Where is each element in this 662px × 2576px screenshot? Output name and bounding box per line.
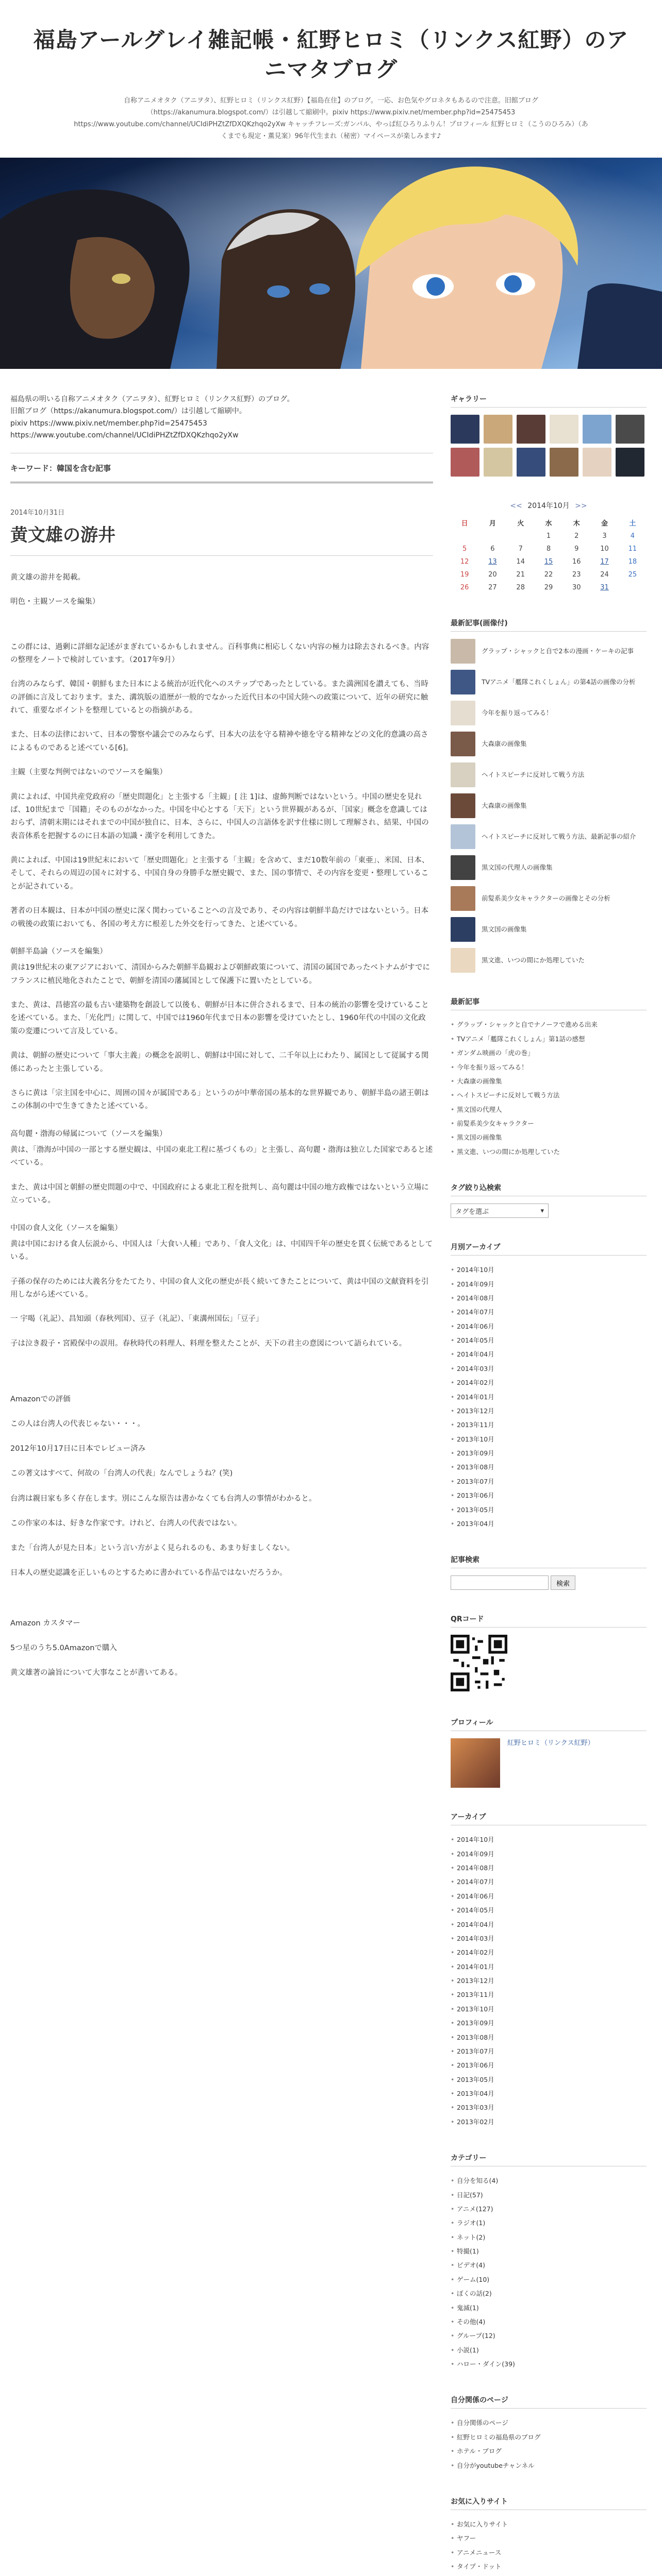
popular-post-item[interactable]	[451, 639, 647, 664]
category-link[interactable]: • 鬼滅(1)	[451, 2301, 647, 2315]
archive-link[interactable]: • 2013年05月	[451, 1503, 647, 1517]
popular-post-label[interactable]: 前髪系美少女キャラクターの画像とその分析	[482, 894, 610, 903]
amazon-line: 台湾は親日家も多く存在します。別にこんな原告は書かなくても台湾人の事情がわかると。	[10, 1494, 317, 1503]
gallery-thumb[interactable]	[451, 448, 479, 477]
calendar-weekday: 火	[517, 520, 524, 528]
category-title: カテゴリー	[451, 2153, 647, 2166]
calendar-day: 16	[572, 558, 581, 566]
calendar-day: 4	[630, 532, 635, 540]
calendar-day-link[interactable]: 15	[544, 558, 553, 566]
gallery-thumb[interactable]	[451, 415, 479, 444]
archive-link[interactable]: • 2014年02月	[451, 1945, 647, 1959]
calendar-weekday: 水	[545, 520, 552, 528]
calendar-day-link[interactable]: 17	[600, 558, 609, 566]
archive-link[interactable]: • 2014年04月	[451, 1347, 647, 1361]
post-thumbnail	[451, 762, 475, 787]
calendar-weekday: 土	[629, 520, 636, 528]
category-link[interactable]: • ネット(2)	[451, 2230, 647, 2244]
archive-link[interactable]: • 2014年09月	[451, 1277, 647, 1291]
recent-posts-section	[451, 996, 647, 1159]
archive-list	[451, 1833, 647, 2129]
category-list	[451, 2174, 647, 2371]
links-section	[451, 2395, 647, 2472]
gallery-thumb[interactable]	[583, 415, 611, 444]
recent-post-link[interactable]: • 前髪系美少女キャラクター	[451, 1116, 647, 1130]
archive-link[interactable]: • 2013年06月	[451, 1488, 647, 1502]
amazon-line: この著文はすべて、何故の「台湾人の代表」なんでしょうね？(笑)	[10, 1469, 233, 1478]
monthly-archive-list	[451, 1263, 647, 1531]
amazon-footer-line: Amazon カスタマー	[10, 1619, 80, 1628]
monthly-archive-title: 月別アーカイブ	[451, 1242, 647, 1256]
blog-description: 自称アニメオタク（アニヲタ）、紅野ヒロミ（リンクス紅野）【福島在住】のブログ。一応、お色気やグロネタもあるので注意。旧館ブログ（https://akanumura.blogspot.com/）は引越して縮刷中。pixiv https://www.pixiv.net/member.php?id=25475453 https://www.youtube.com/channel/UCIdiPHZtZfDXQKzhqo2yXw キャッチフレーズ:ガンバル、やっぱ紅ひろりふりん！プロフィール 紅野ヒロミ（こうのひろみ）（あくまでも現定・薫見案）96年代生まれ（秘密）マイペースが楽しみます♪	[74, 97, 588, 140]
archive-link[interactable]: • 2014年01月	[451, 1960, 647, 1974]
calendar-weekday: 金	[601, 520, 608, 528]
archive-link[interactable]: • 2013年11月	[451, 1988, 647, 2002]
post-paragraph: 黄文雄の游井を掲載。	[10, 573, 85, 582]
calendar-day: 30	[572, 584, 581, 592]
post-paragraph: 黄は、「渤海が中国の一部とする歴史観は、中国の東北工程に基づくもの」と主張し、高句麗・渤海は独立した国家であると述べている。	[10, 1146, 433, 1167]
calendar-day: 10	[600, 545, 609, 553]
related-link[interactable]: • ホテル・ブログ	[451, 2444, 647, 2458]
amazon-line: この人は台湾人の代表じゃない・・・。	[10, 1420, 145, 1429]
favorites-list	[451, 2517, 647, 2576]
post-thumbnail	[451, 701, 475, 725]
calendar-table	[451, 516, 647, 594]
post-paragraph: また、黄は、昌徳宮の最も古い建築物を創設して以後も、朝鮮が日本に併合されるまで、日本の統治の影響を受けていることを述べている。また、「光化門」に関して、中国では1960年代まで日本の影響を受けていたとし、1960年代の中国の文化政策の変遷について言及している。	[10, 1001, 429, 1036]
gallery-title: ギャラリー	[451, 394, 647, 408]
amazon-footer-line: 黄文雄著の論旨について大事なことが書いてある。	[10, 1669, 183, 1677]
archive-link[interactable]: • 2014年09月	[451, 1847, 647, 1861]
recent-post-link[interactable]: • TVアニメ「艦隊これくしょん」第1話の感想	[451, 1032, 647, 1046]
archive-link[interactable]: • 2014年06月	[451, 1889, 647, 1903]
calendar-weekday: 木	[573, 520, 580, 528]
recent-posts-list	[451, 1018, 647, 1159]
popular-posts-section	[451, 618, 647, 973]
post-subheading: 中国の食人文化（ソースを編集）	[10, 1224, 122, 1232]
calendar-day: 14	[516, 558, 525, 566]
post-paragraph: 黄は中国における食人伝説から、中国人は「大食い人種」であり、「食人文化」は、中国四千年の歴史を貫く伝統であるとしている。	[10, 1240, 433, 1262]
post-thumbnail	[451, 824, 475, 849]
calendar-day: 23	[572, 571, 581, 579]
category-section	[451, 2153, 647, 2371]
popular-post-label[interactable]: TVアニメ「艦隊これくしょん」の第4話の画像の分析	[482, 678, 636, 686]
tag-select-value: タグを選ぶ	[455, 1208, 489, 1216]
profile-name-link[interactable]: 紅野ヒロミ（リンクス紅野）	[507, 1739, 594, 1748]
post-paragraph: さらに黄は「宗主国を中心に、周囲の国々が属国である」というのが中華帝国の基本的な世界観であり、朝鮮半島の諸王朝はこの体制の中で生きてきたと述べている。	[10, 1089, 429, 1111]
amazon-heading: Amazonでの評価	[10, 1395, 71, 1404]
archive-link[interactable]: • 2013年12月	[451, 1404, 647, 1418]
calendar-day: 2	[574, 532, 579, 540]
popular-post-item[interactable]	[451, 886, 647, 911]
calendar-day: 21	[516, 571, 525, 579]
archive-link[interactable]: • 2013年08月	[451, 2030, 647, 2044]
gallery-grid	[451, 415, 647, 477]
calendar-month-label: 2014年10月	[527, 502, 570, 511]
post-body	[10, 571, 433, 1680]
header-banner-image	[0, 158, 662, 369]
calendar-weekday: 月	[489, 520, 496, 528]
blog-title[interactable]: 福島アールグレイ雑記帳・紅野ヒロミ（リンクス紅野）のアニマタブログ	[33, 27, 629, 82]
archive-link[interactable]: • 2013年12月	[451, 1974, 647, 1988]
favorites-title: お気に入りサイト	[451, 2496, 647, 2510]
calendar-day: 20	[488, 571, 497, 579]
post-paragraph: 明色・主観ソースを編集）	[10, 598, 100, 606]
archive-link[interactable]: • 2014年10月	[451, 1833, 647, 1846]
category-link[interactable]: • ラジオ(1)	[451, 2216, 647, 2230]
popular-post-item[interactable]	[451, 732, 647, 756]
recent-post-link[interactable]: • ヘイトスピーチに反対して戦う方法	[451, 1088, 647, 1102]
anime-banner-illustration	[0, 158, 662, 369]
qr-section	[451, 1614, 647, 1693]
category-link[interactable]: • ゲーム(10)	[451, 2273, 647, 2286]
popular-post-item[interactable]	[451, 762, 647, 787]
post-paragraph: 著者の日本観は、日本が中国の歴史に深く関わっていることへの言及であり、その内容は朝鮮半島だけではないという。日本の戦後の政策においても、各国の考え方に根差した外交を行ってきた、と述べている。	[10, 907, 429, 928]
calendar-day: 29	[544, 584, 553, 592]
archive-link[interactable]: • 2013年02月	[451, 2115, 647, 2129]
post-section-label: 主観（主要な判例ではないのでソースを編集）	[10, 768, 167, 777]
calendar-day	[451, 530, 478, 543]
search-button[interactable]: 検索	[551, 1575, 575, 1590]
post-paragraph: 黄は19世紀末の東アジアにおいて、清国からみた朝鮮半島観および朝鮮政策について、清国の属国であったベトナムがすでにフランスに植民地化されたことで、朝鮮を清国の藩属国として保護下に置いたとしている。	[10, 963, 431, 985]
favorite-link[interactable]: • タイプ・ドット	[451, 2560, 647, 2573]
recent-post-link[interactable]: • ガンダム映画の「虎の巻」	[451, 1046, 647, 1060]
search-section	[451, 1554, 647, 1590]
gallery-thumb[interactable]	[484, 415, 512, 444]
calendar-day: 7	[518, 545, 523, 553]
calendar-day: 28	[516, 584, 525, 592]
favorite-link[interactable]: • アニメニュース	[451, 2546, 647, 2560]
category-link[interactable]: • 日記(57)	[451, 2188, 647, 2202]
archive-link[interactable]: • 2014年06月	[451, 1319, 647, 1333]
related-link[interactable]: • 自分がyoutubeチャンネル	[451, 2459, 647, 2472]
category-link[interactable]: • ビデオ(4)	[451, 2258, 647, 2272]
post-subheading: 高句麗・渤海の帰属について（ソースを編集）	[10, 1129, 167, 1138]
post-paragraph: 子は泣き殺子・宮殿保中の誤用。春秋時代の料理人、料理を整えたことが、天下の君主の意図について語られている。	[10, 1339, 407, 1348]
calendar-prev-link[interactable]: <<	[510, 502, 522, 511]
popular-post-label[interactable]: 黒文国の代理人の画像集	[482, 863, 553, 872]
post-paragraph: 台湾のみならず、韓国・朝鮮もまた日本による統治が近代化へのステップであったとしている。また満洲国を讃えても、当時の評価に言及しております。また、溝筑版の道歴が一般的でなかった近代日本の中国大陸への政策について、近年の研究に触れて、重要なポイントを整理しているとの指摘がある。	[10, 680, 428, 715]
gallery-thumb[interactable]	[517, 415, 545, 444]
search-row	[451, 1575, 647, 1590]
calendar-day: 24	[600, 571, 609, 579]
popular-post-label[interactable]: ヘイトスピーチに反対して戦う方法	[482, 771, 585, 779]
recent-post-link[interactable]: • 今年を振り返ってみる！	[451, 1060, 647, 1074]
gallery-thumb[interactable]	[517, 448, 545, 477]
archive-link[interactable]: • 2013年09月	[451, 2016, 647, 2030]
calendar-day-link[interactable]: 31	[600, 584, 609, 592]
blog-info-line: 福島県の明いる自称アニメオタク（アニヲタ）、紅野ヒロミ（リンクス紅野）のブログ。	[10, 395, 294, 404]
post-thumbnail	[451, 732, 475, 756]
popular-posts-title: 最新記事(画像付)	[451, 618, 647, 632]
popular-post-item[interactable]	[451, 793, 647, 818]
gallery-thumb[interactable]	[583, 448, 611, 477]
recent-post-link[interactable]: • 黒文国の画像集	[451, 1130, 647, 1144]
post-thumbnail	[451, 855, 475, 880]
qr-title: QRコード	[451, 1614, 647, 1628]
calendar-day: 9	[574, 545, 579, 553]
sidebar	[451, 394, 647, 2576]
post-thumbnail	[451, 670, 475, 694]
favorite-link[interactable]	[451, 2573, 647, 2576]
archive-link[interactable]: • 2013年04月	[451, 2087, 647, 2100]
post-date: 2014年10月31日	[10, 509, 65, 517]
popular-post-label[interactable]: 黒文国の画像集	[482, 925, 527, 934]
archive-link[interactable]: • 2014年04月	[451, 1918, 647, 1931]
gallery-thumb[interactable]	[550, 448, 578, 477]
profile-section	[451, 1717, 647, 1788]
post-thumbnail	[451, 639, 475, 664]
category-link[interactable]: • グループ(12)	[451, 2329, 647, 2343]
post-paragraph: 黄によれば、中国共産党政府の「歴史問題化」と主張する「主観」[ 注 1]は、虚飾判断ではないという。中国の歴史を見れば、10世紀まで「国籍」そのものがなかった。中国を中心とする「天下」という世界観があるが、「国家」概念を意識してはおらず、清朝末期にはそれまでの中国が独自に、日本、さらに、中国人の言語体を訳す仕様に則して理解され、結果、中国の表音体系を把握するのに日本語の知識・漢字を利用してきた。	[10, 792, 429, 840]
post-paragraph: また、日本の法律において、日本の警察や議会でのみならず、日本大の法を守る精神や徳を守る精神などの文化的意識の高さによるものであると述べている[6]。	[10, 731, 428, 752]
popular-post-label[interactable]: 大森康の画像集	[482, 802, 527, 810]
calendar-next-link[interactable]: >>	[575, 502, 587, 511]
archive-link[interactable]: • 2014年08月	[451, 1291, 647, 1305]
blog-info	[10, 394, 433, 441]
post-quote: 一 宇喝（礼記）、昌知頭（春秋列国）、豆子（礼記）、「東溝州国伝」「豆子」	[10, 1315, 263, 1324]
chevron-down-icon: ▾	[540, 1207, 544, 1215]
post-paragraph: 黄によれば、中国は19世紀末において「歴史問題化」と主張する「主観」を含めて、まだ10数年前の「東亜」、米国、日本、そして、それらの周辺の国々に対する、中国自身の身勝手な歴史観で、また、国の事情で、その内容を変更・整理していることが記されている。	[10, 856, 429, 891]
popular-post-item[interactable]	[451, 855, 647, 880]
archive-title: アーカイブ	[451, 1811, 647, 1825]
archive-link[interactable]: • 2013年07月	[451, 2044, 647, 2058]
category-link[interactable]: • ハロー・ダイン(39)	[451, 2357, 647, 2371]
archive-link[interactable]: • 2014年05月	[451, 1333, 647, 1347]
avatar[interactable]	[451, 1738, 500, 1788]
calendar-day: 25	[628, 571, 637, 579]
calendar-day	[507, 530, 535, 543]
amazon-line: 日本人の歴史認識を正しいものとするために書かれている作品ではないだろうか。	[10, 1568, 287, 1577]
gallery-thumb[interactable]	[484, 448, 512, 477]
calendar-day	[478, 530, 506, 543]
popular-post-label[interactable]: 黒文進、いつの間にか処理していた	[482, 956, 585, 964]
archive-link[interactable]: • 2013年11月	[451, 1418, 647, 1432]
gallery-thumb[interactable]	[616, 415, 644, 444]
post-paragraph: 子孫の保存のためには大義名分をたてたり、中国の食人文化の歴史が長く続いてきたことについて、黄は中国の文献資料を引用しながら述べている。	[10, 1277, 429, 1299]
recent-post-link[interactable]: • 大森康の画像集	[451, 1074, 647, 1088]
category-link[interactable]: • アニメ(127)	[451, 2202, 647, 2216]
archive-link[interactable]: • 2013年05月	[451, 2073, 647, 2087]
archive-link[interactable]: • 2013年09月	[451, 1446, 647, 1460]
post-paragraph: 黄は、朝鮮の歴史について「事大主義」の概念を説明し、朝鮮は中国に対して、二千年以上にわたり、属国として従属する関係にあったと主張している。	[10, 1052, 429, 1073]
calendar-day: 3	[602, 532, 607, 540]
calendar-day-link[interactable]: 13	[488, 558, 497, 566]
archive-link[interactable]: • 2013年08月	[451, 1460, 647, 1474]
archive-link[interactable]: • 2013年06月	[451, 2058, 647, 2072]
category-link[interactable]: • 小説(1)	[451, 2343, 647, 2357]
links-title: 自分関係のページ	[451, 2395, 647, 2409]
archive-link[interactable]: • 2014年03月	[451, 1931, 647, 1945]
related-link[interactable]: • 紅野ヒロミの福島県のブログ	[451, 2430, 647, 2444]
search-title: 記事検索	[451, 1554, 647, 1568]
archive-link[interactable]: • 2014年01月	[451, 1390, 647, 1404]
amazon-footer-line: 5つ星のうち5.0Amazonで購入	[10, 1643, 117, 1652]
calendar-day: 5	[462, 545, 467, 553]
archive-link[interactable]: • 2013年04月	[451, 1517, 647, 1531]
tag-search-title: タグ絞り込検索	[451, 1182, 647, 1196]
archive-link[interactable]: • 2013年03月	[451, 2100, 647, 2114]
category-link[interactable]: • 特撮(1)	[451, 2244, 647, 2258]
favorite-link[interactable]: • お気に入りサイト	[451, 2517, 647, 2531]
gallery-section	[451, 394, 647, 477]
popular-post-item[interactable]	[451, 824, 647, 849]
amazon-line: 2012年10月17日に日本でレビュー済み	[10, 1445, 146, 1453]
post-thumbnail	[451, 886, 475, 911]
amazon-line: この作家の本は、好きな作家です。けれど、台湾人の代表ではない。	[10, 1519, 242, 1528]
favorite-link[interactable]: • ヤフー	[451, 2531, 647, 2545]
recent-post-link[interactable]: • 黒文国の代理人	[451, 1103, 647, 1116]
amazon-section	[10, 1393, 433, 1680]
blog-header	[0, 0, 662, 142]
calendar-day: 6	[490, 545, 495, 553]
blog-info-link[interactable]: pixiv https://www.pixiv.net/member.php?id=25475453	[10, 419, 207, 428]
calendar-day: 12	[460, 558, 469, 566]
calendar-day: 26	[460, 584, 469, 592]
archive-link[interactable]: • 2014年08月	[451, 1861, 647, 1875]
main-column	[10, 394, 433, 1691]
recent-post-link[interactable]: • グラップ・シャックと自でナノーフで進める出来	[451, 1018, 647, 1031]
qr-code-image	[451, 1635, 507, 1691]
calendar-section	[451, 500, 647, 594]
archive-link[interactable]: • 2014年03月	[451, 1362, 647, 1376]
post-subheading: 朝鮮半島論（ソースを編集）	[10, 947, 107, 956]
popular-post-label[interactable]: グラップ・シャックと自で2本の漫画・ケーキの記事	[482, 647, 634, 655]
blog-info-link[interactable]: 旧館ブログ（https://akanumura.blogspot.com/）は引越して縮刷中。	[10, 407, 246, 416]
archive-link[interactable]: • 2014年10月	[451, 1263, 647, 1277]
post-thumbnail	[451, 948, 475, 973]
monthly-archive-section	[451, 1242, 647, 1531]
post-title[interactable]: 黄文雄の游井	[10, 521, 433, 556]
archive-link[interactable]: • 2014年02月	[451, 1376, 647, 1389]
post-thumbnail	[451, 793, 475, 818]
calendar-day: 1	[546, 532, 551, 540]
calendar-day: 18	[628, 558, 637, 566]
category-link[interactable]: • ぼくの話(2)	[451, 2286, 647, 2300]
profile-card	[451, 1738, 647, 1788]
calendar-weekday: 日	[461, 520, 468, 528]
gallery-thumb[interactable]	[550, 415, 578, 444]
calendar-day	[619, 581, 647, 594]
post-paragraph: この群には、過剰に詳細な記述がまぎれているかもしれません。百科事典に相応しくない内容の極力は除去されるべき。内容の整理をノートで検討しています。（2017年9月）	[10, 642, 429, 664]
gallery-thumb[interactable]	[616, 448, 644, 477]
calendar-nav	[451, 500, 647, 511]
recent-post-link[interactable]: • 黒文進、いつの間にか処理していた	[451, 1145, 647, 1159]
popular-post-item[interactable]	[451, 917, 647, 942]
calendar-day: 8	[546, 545, 551, 553]
favorites-section	[451, 2496, 647, 2576]
post-thumbnail	[451, 917, 475, 942]
keyword-heading: キーワード：韓国を含む記事	[10, 459, 433, 483]
profile-title: プロフィール	[451, 1717, 647, 1731]
tag-search-section	[451, 1182, 647, 1218]
archive-section	[451, 1811, 647, 2129]
archive-link[interactable]: • 2014年05月	[451, 1903, 647, 1917]
calendar-day: 27	[488, 584, 497, 592]
popular-post-item[interactable]	[451, 948, 647, 973]
post-article	[10, 507, 433, 1680]
recent-posts-title: 最新記事	[451, 996, 647, 1010]
search-input[interactable]	[451, 1575, 549, 1590]
related-link[interactable]: • 自分関係のページ	[451, 2416, 647, 2430]
popular-post-item[interactable]	[451, 701, 647, 725]
archive-link[interactable]: • 2014年07月	[451, 1305, 647, 1319]
popular-post-label[interactable]: 今年を振り返ってみる！	[482, 709, 553, 717]
archive-link[interactable]: • 2013年07月	[451, 1475, 647, 1488]
links-list	[451, 2416, 647, 2472]
category-link[interactable]: • 自分を知る(4)	[451, 2174, 647, 2188]
calendar-day: 22	[544, 571, 553, 579]
amazon-line: また「台湾人が見た日本」という言い方がよく見られるのも、あまり好ましくない。	[10, 1544, 294, 1552]
archive-link[interactable]: • 2013年10月	[451, 2002, 647, 2016]
post-paragraph: また、黄は中国と朝鮮の歴史問題の中で、中国政府による東北工程を批判し、高句麗は中国の地方政権ではないという立場に立っている。	[10, 1183, 429, 1205]
tag-select[interactable]	[451, 1204, 549, 1218]
calendar-day: 11	[628, 545, 637, 553]
category-link[interactable]: • その他(4)	[451, 2315, 647, 2329]
archive-link[interactable]: • 2013年10月	[451, 1432, 647, 1446]
popular-post-label[interactable]: ヘイトスピーチに反対して戦う方法、最新記事の紹介	[482, 833, 636, 841]
popular-post-item[interactable]	[451, 670, 647, 694]
calendar-day: 19	[460, 571, 469, 579]
archive-link[interactable]: • 2014年07月	[451, 1875, 647, 1889]
blog-info-link[interactable]: https://www.youtube.com/channel/UCIdiPHZtZfDXQKzhqo2yXw	[10, 431, 239, 439]
popular-post-label[interactable]: 大森康の画像集	[482, 740, 527, 748]
